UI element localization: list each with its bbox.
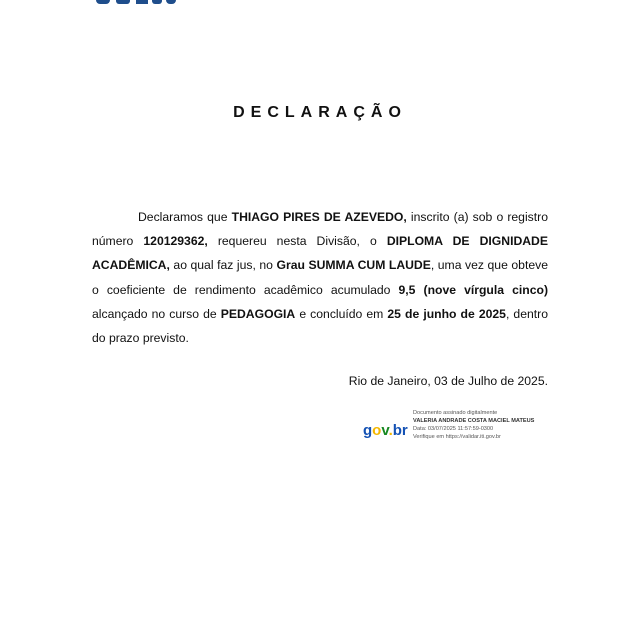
signature-caption: Documento assinado digitalmente bbox=[413, 410, 498, 416]
completion-date: 25 de junho de 2025 bbox=[387, 306, 506, 321]
signature-details bbox=[413, 409, 534, 441]
svg-text:gov.br: gov.br bbox=[363, 422, 408, 439]
text-segment: Declaramos que bbox=[138, 210, 232, 224]
text-segment: , dentro do prazo previsto. bbox=[92, 306, 548, 346]
place-date: Rio de Janeiro, 03 de Julho de 2025. bbox=[348, 374, 548, 388]
digital-signature-block bbox=[363, 408, 563, 448]
signer-name: VALERIA ANDRADE COSTA MACIEL MATEUS bbox=[413, 418, 535, 424]
honor-grade: Grau SUMMA CUM LAUDE bbox=[276, 258, 431, 273]
student-name: THIAGO PIRES DE AZEVEDO, bbox=[231, 210, 407, 224]
academic-coefficient: 9,5 (nove vírgula cinco) bbox=[398, 282, 548, 297]
signature-timestamp: Data: 03/07/2025 11:57:59-0300 bbox=[413, 426, 494, 432]
text-segment: , uma vez que obteve o coeficiente de rendimento acadêmico acumulado bbox=[92, 258, 548, 297]
course-name: PEDAGOGIA bbox=[220, 306, 296, 321]
govbr-logo bbox=[363, 418, 411, 440]
text-segment: ao qual faz jus, no bbox=[169, 258, 277, 273]
declaration-paragraph bbox=[92, 205, 548, 350]
document-title: DECLARAÇÃO bbox=[233, 104, 407, 121]
text-segment: e concluído em bbox=[295, 306, 388, 321]
diploma-title: DIPLOMA DE DIGNIDADE ACADÊMICA, bbox=[92, 234, 548, 273]
verification-link[interactable]: Verifique em https://validar.iti.gov.br bbox=[413, 434, 501, 440]
text-segment: requereu nesta Divisão, o bbox=[207, 234, 387, 249]
registration-number: 120129362, bbox=[143, 234, 208, 249]
institution-logo bbox=[96, 0, 186, 6]
text-segment: inscrito (a) sob o registro número bbox=[92, 210, 548, 249]
text-segment: alcançado no curso de bbox=[92, 306, 221, 321]
